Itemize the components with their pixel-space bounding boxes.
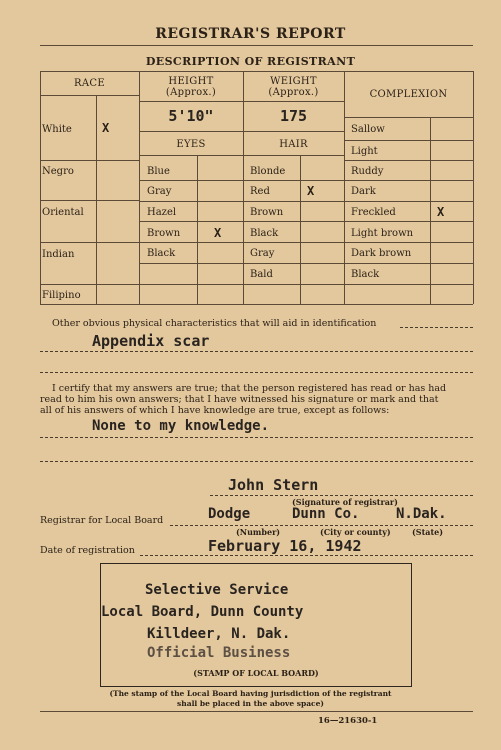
grid-h xyxy=(344,117,473,118)
complexion-option: Dark xyxy=(351,186,376,197)
grid-h xyxy=(344,160,473,161)
characteristics-prompt: Other obvious physical characteristics that will aid in identification xyxy=(52,318,377,329)
exceptions-line xyxy=(40,461,473,462)
complexion-option: Dark brown xyxy=(351,248,412,259)
grid-h xyxy=(40,284,139,285)
grid-h xyxy=(40,160,139,161)
title-rule xyxy=(40,45,473,46)
race-option: Negro xyxy=(42,166,74,177)
race-option: Indian xyxy=(42,249,75,260)
grid-h xyxy=(139,284,473,285)
complexion-header: COMPLEXION xyxy=(369,89,448,100)
race-header: RACE xyxy=(74,78,105,89)
table-top-rule xyxy=(40,71,473,72)
exceptions-line xyxy=(40,437,473,438)
grid-h xyxy=(139,242,473,243)
footer-rule xyxy=(40,711,473,712)
height-value: 5'10" xyxy=(168,107,214,125)
stamp-line: Selective Service xyxy=(145,582,289,598)
number-caption: (Number) xyxy=(236,527,281,537)
grid-v xyxy=(197,155,198,304)
eyes-option: Hazel xyxy=(147,207,177,218)
grid-v xyxy=(40,71,41,304)
board-number-value: Dodge xyxy=(208,506,251,522)
grid-h xyxy=(40,242,139,243)
race-white-mark: X xyxy=(102,121,110,135)
complexion-option: Black xyxy=(351,269,380,280)
race-option: White xyxy=(42,124,72,135)
grid-v xyxy=(243,71,244,304)
grid-h xyxy=(344,140,473,141)
grid-h xyxy=(139,155,344,156)
certification-text-line3: all of his answers of which I have knowledge are true, except as follows: xyxy=(40,405,390,416)
stamp-instruction-line2: shall be placed in the above space) xyxy=(177,699,324,708)
registrar-signature: John Stern xyxy=(228,476,319,494)
hair-header: HAIR xyxy=(279,139,308,150)
local-board-label: Registrar for Local Board xyxy=(40,515,164,526)
complexion-option: Light brown xyxy=(351,228,414,239)
grid-v xyxy=(300,155,301,304)
hair-option: Brown xyxy=(250,207,284,218)
grid-h xyxy=(139,201,473,202)
hair-option: Gray xyxy=(250,248,275,259)
hair-option: Red xyxy=(250,186,270,197)
stamp-line: Killdeer, N. Dak. xyxy=(147,626,291,642)
section-subtitle: DESCRIPTION OF REGISTRANT xyxy=(145,55,356,68)
state-caption: (State) xyxy=(412,527,444,537)
form-number: 16—21630-1 xyxy=(318,716,378,726)
grid-v xyxy=(139,71,140,304)
eyes-option: Black xyxy=(147,248,176,259)
stamp-instruction-line1: (The stamp of the Local Board having jurisdiction of the registrant xyxy=(109,689,392,698)
signature-line xyxy=(210,495,473,496)
characteristics-line xyxy=(40,372,473,373)
weight-value: 175 xyxy=(279,107,308,125)
complexion-option: Light xyxy=(351,146,378,157)
board-city-value: Dunn Co. xyxy=(292,506,360,522)
height-approx-label: (Approx.) xyxy=(165,87,217,98)
grid-v xyxy=(430,117,431,304)
grid-h xyxy=(139,101,344,102)
complexion-option: Ruddy xyxy=(351,166,384,177)
complexion-option: Sallow xyxy=(351,124,385,135)
city-caption: (City or county) xyxy=(320,527,391,537)
height-header: HEIGHT xyxy=(168,76,214,87)
table-bottom-rule xyxy=(40,304,473,305)
grid-h xyxy=(139,263,473,264)
race-option: Filipino xyxy=(42,290,81,301)
complexion-freckled-mark: X xyxy=(437,205,445,219)
eyes-option: Gray xyxy=(147,186,172,197)
characteristics-leader xyxy=(400,327,473,328)
hair-option: Bald xyxy=(250,269,273,280)
weight-header: WEIGHT xyxy=(270,76,317,87)
stamp-caption: (STAMP OF LOCAL BOARD) xyxy=(193,668,319,678)
grid-h xyxy=(139,180,473,181)
grid-h xyxy=(139,131,344,132)
race-option: Oriental xyxy=(42,207,84,218)
eyes-brown-mark: X xyxy=(214,226,222,240)
certification-text-line1: I certify that my answers are true; that the person registered has read or has had xyxy=(52,383,447,394)
registration-date-value: February 16, 1942 xyxy=(208,537,362,555)
grid-h xyxy=(40,200,139,201)
grid-v xyxy=(344,71,345,304)
stamp-line: Official Business xyxy=(147,645,291,661)
exceptions-value: None to my knowledge. xyxy=(92,418,270,434)
signature-caption: (Signature of registrar) xyxy=(292,497,398,507)
stamp-line: Local Board, Dunn County xyxy=(101,604,304,620)
hair-option: Black xyxy=(250,228,279,239)
local-board-stamp xyxy=(100,563,412,687)
registration-date-label: Date of registration xyxy=(40,545,135,556)
local-board-line xyxy=(170,525,473,526)
grid-v xyxy=(473,71,474,304)
eyes-header: EYES xyxy=(176,139,206,150)
registration-date-line xyxy=(140,555,473,556)
grid-h xyxy=(139,221,473,222)
eyes-option: Blue xyxy=(147,166,170,177)
characteristics-line xyxy=(40,351,473,352)
board-state-value: N.Dak. xyxy=(396,506,447,522)
page-title: REGISTRAR'S REPORT xyxy=(155,26,346,42)
hair-red-mark: X xyxy=(307,184,315,198)
characteristics-value: Appendix scar xyxy=(92,332,210,350)
weight-approx-label: (Approx.) xyxy=(268,87,319,98)
certification-text-line2: read to him his own answers; that I have witnessed his signature or mark and that xyxy=(40,394,439,405)
complexion-option: Freckled xyxy=(351,207,396,218)
grid-h xyxy=(40,95,139,96)
eyes-option: Brown xyxy=(147,228,181,239)
hair-option: Blonde xyxy=(250,166,286,177)
